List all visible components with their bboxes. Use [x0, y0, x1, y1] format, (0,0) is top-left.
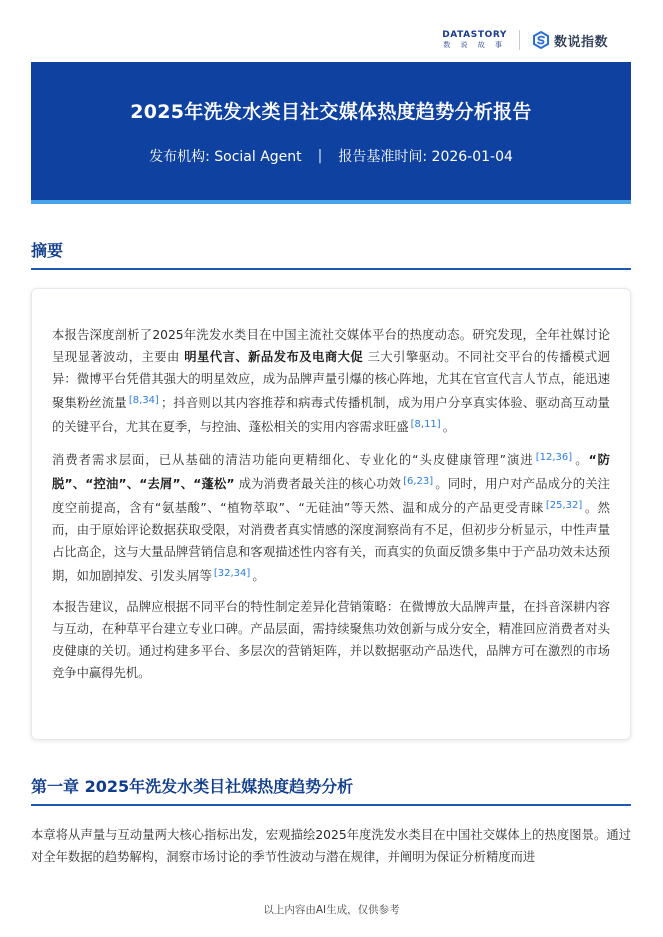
- text-run: ；抖音则以其内容推荐和病毒式传播机制，成为用户分享真实体验、驱动高互动量的关键平台，尤其在夏季，与控油、蓬松相关的实用内容需求旺盛: [52, 396, 610, 434]
- logo-divider: [519, 30, 520, 50]
- citation-link[interactable]: [32,34]: [213, 568, 251, 579]
- summary-paragraph-3: 本报告建议，品牌应根据不同平台的特性制定差异化营销策略：在微博放大品牌声量，在抖音深耕内容与互动，在种草平台建立专业口碑。产品层面，需持续聚焦功效创新与成分安全，精准回应消费者对头皮健康的关切。通过构建多平台、多层次的营销矩阵，并以数据驱动产品迭代，品牌方可在激烈的市场竞争中赢得先机。: [52, 600, 610, 680]
- citation-link[interactable]: [8,34]: [128, 395, 159, 406]
- shuoshuo-logo: [532, 31, 608, 50]
- report-date: 报告基准时间: 2026-01-04: [338, 149, 513, 165]
- chapter-1-heading: 第一章 2025年洗发水类目社媒热度趋势分析: [31, 774, 631, 806]
- header-logos: [442, 28, 608, 52]
- citation-link[interactable]: [8,11]: [410, 419, 441, 430]
- text-run: 三大引擎驱动。不同社交平台的传播模式迥异：微博平台凭借其强大的明星效应，成为品牌声量引爆的核心阵地，尤其在官宣代言人节点，能迅速聚集粉丝流量: [52, 350, 610, 410]
- text-run: 。: [574, 453, 589, 467]
- publisher: 发布机构: Social Agent: [149, 149, 302, 165]
- summary-paragraph-1: [52, 324, 610, 438]
- bold-text: “防脱”、“控油”、“去屑”、“蓬松”: [52, 453, 610, 491]
- datastory-logo: [442, 31, 507, 49]
- text-run: 成为消费者最关注的核心功效: [234, 477, 402, 491]
- citation-link[interactable]: [25,32]: [545, 500, 583, 511]
- text-run: 。同时，用户对产品成分的关注度空前提高，含有“氨基酸”、“植物萃取”、“无硅油”等天然、温和成分的产品更受青睐: [52, 477, 610, 515]
- citation-link[interactable]: [12,36]: [535, 452, 573, 463]
- bold-text: 明星代言、新品发布及电商大促: [184, 350, 364, 364]
- citation-link[interactable]: [6,23]: [403, 476, 434, 487]
- text-run: 本报告深度剖析了2025年洗发水类目在中国主流社交媒体平台的热度动态。研究发现，全年社媒讨论呈现显著波动，主要由: [52, 328, 610, 364]
- meta-separator: |: [317, 148, 323, 164]
- text-run: 。: [442, 420, 456, 434]
- text-run: 。: [252, 569, 265, 583]
- ai-disclaimer: 以上内容由AI生成，仅供参考: [263, 904, 400, 916]
- report-meta: [31, 146, 631, 166]
- report-title: 2025年洗发水类目社交媒体热度趋势分析报告: [130, 101, 532, 123]
- banner-accent-bar: [31, 200, 631, 204]
- datastory-logo-subtext: 数 说 故 事: [443, 41, 506, 49]
- summary-card: [31, 288, 631, 740]
- chapter-1-intro: 本章将从声量与互动量两大核心指标出发，宏观描绘2025年度洗发水类目在中国社交媒体上的热度图景。通过对全年数据的趋势解构，洞察市场讨论的季节性波动与潜在规律，并阐明为保证分析精度而进: [31, 828, 631, 864]
- summary-paragraph-2: [52, 447, 610, 587]
- report-banner: [31, 62, 631, 200]
- shuoshuo-s-icon: [532, 31, 550, 49]
- summary-heading: 摘要: [31, 238, 631, 270]
- datastory-logo-text: DATASTORY: [442, 30, 507, 40]
- text-run: 消费者需求层面，已从基础的清洁功能向更精细化、专业化的“头皮健康管理”演进: [52, 453, 534, 467]
- text-run: 。然而，由于原始评论数据获取受限，对消费者真实情感的深度洞察尚有不足，但初步分析显示，中性声量占比高企，这与大量品牌营销信息和客观描述性内容有关，而真实的负面反馈多集中于产品功效未达预期，如加剧掉发、引发头屑等: [52, 501, 610, 583]
- shuoshuo-logo-text: 数说指数: [553, 34, 608, 50]
